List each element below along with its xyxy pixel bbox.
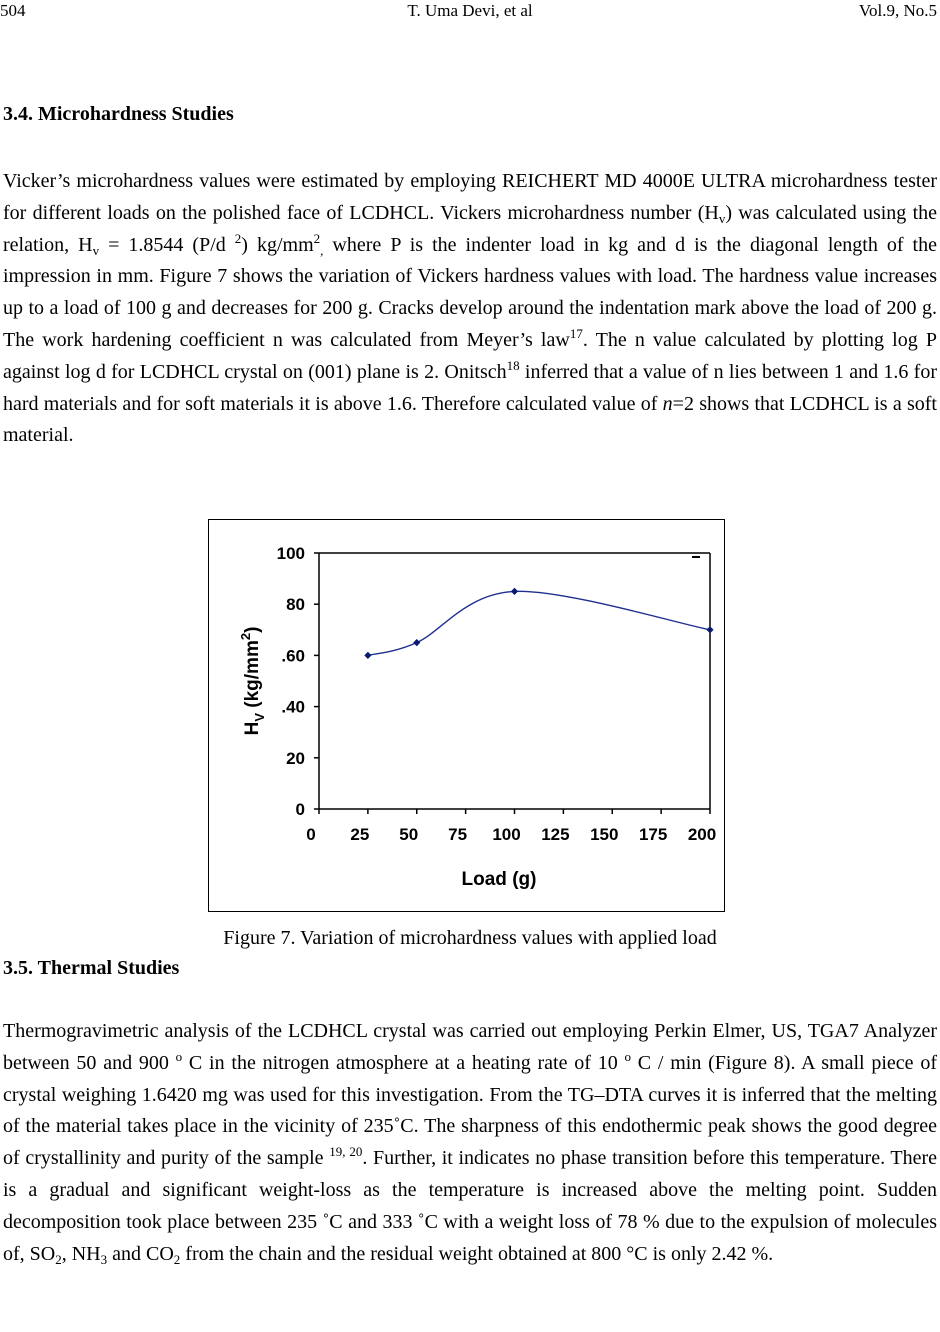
x-axis-title: Load (g) bbox=[461, 869, 537, 890]
section-heading-thermal: 3.5. Thermal Studies bbox=[3, 957, 180, 979]
y-tick-label: 80 bbox=[286, 595, 305, 615]
volume-info: Vol.9, No.5 bbox=[858, 1, 937, 20]
hardness-vs-load-chart bbox=[209, 520, 723, 910]
y-tick-label: 20 bbox=[286, 748, 305, 768]
thermal-paragraph: Thermogravimetric analysis of the LCDHCL crystal was carried out employing Perkin Elmer, US, TGA7 Analyzer between 50 and 900 $^o$ C in the nitrogen atmosphere at a heating rate of 10 $^o$ C / min (Figure 8). A small piece of crystal weighing 1.6420 mg was used for this investigation. From the TG–DTA curves it is inferred that the melting of the material takes place in the vicinity of 235˚C. The sharpness of this endothermic peak shows the good degree of crystallinity and purity of the sample $^{19, 20}$. Further, it indicates no phase transition before this temperature. There is a gradual and significant weight-loss as the temperature is increased above the melting point. Sudden decomposition took place between 235 ˚C and 333 ˚C with a weight loss of 78 % due to the expulsion of molecules of, $SO_2$, $NH_3$ and $CO_2$ from the chain and the residual weight obtained at 800 °C is only 2.42 %. bbox=[3, 1020, 937, 1267]
x-tick-label: 75 bbox=[448, 825, 468, 844]
x-tick-label: 100 bbox=[492, 825, 521, 844]
y-tick-label: 100 bbox=[276, 544, 305, 563]
citation-18: 18 bbox=[506, 357, 520, 373]
x-tick-label: 200 bbox=[687, 825, 717, 844]
section-heading-microhardness: 3.4. Microhardness Studies bbox=[3, 103, 234, 125]
x-tick-label: 125 bbox=[541, 825, 570, 844]
figure-7-chart bbox=[208, 519, 725, 912]
x-tick-label: 175 bbox=[638, 825, 668, 844]
microhardness-paragraph: Vicker’s microhardness values were estimated by employing REICHERT MD 4000E ULTRA microhardness tester for different loads on the polished face of LCDHCL. Vickers microhardness number $(H_v)$ was calculated using the relation, $H_v = 1.8544$ (P/d $^2$) $kg/mm^2_,$ where P is the indenter load in kg and d is the diagonal length of the impression in mm. Figure 7 shows the variation of Vickers hardness values with load. The hardness value increases up to a load of 100 g and decreases for 200 g. Cracks develop around the indentation mark above the load of 200 g. The work hardening coefficient n was calculated from Meyer’s law$^{17}$. The n value calculated by plotting log P against log d for LCDHCL crystal on (001) plane is 2. Onitsch$^{18}$ inferred that a value of n lies between 1 and 1.6 for hard materials and for soft materials it is above 1.6. Therefore calculated value of n=2 shows that LCDHCL is a soft material. bbox=[3, 170, 937, 447]
data-point-marker bbox=[511, 588, 518, 595]
y-tick-label: .40 bbox=[281, 697, 305, 717]
figure-7-caption: Figure 7. Variation of microhardness values with applied load bbox=[223, 927, 717, 949]
x-tick-label: 150 bbox=[590, 825, 619, 844]
series-line bbox=[368, 591, 710, 655]
y-tick-label: 0 bbox=[295, 800, 305, 819]
x-tick-label: 50 bbox=[399, 825, 419, 844]
y-tick-label: .60 bbox=[281, 646, 305, 666]
citation-17: 17 bbox=[569, 325, 583, 341]
data-point-marker bbox=[706, 626, 713, 633]
x-tick-label: 25 bbox=[350, 825, 370, 844]
x-tick-label: 0 bbox=[306, 825, 316, 844]
running-authors: T. Uma Devi, et al bbox=[407, 1, 533, 20]
data-point-marker bbox=[364, 652, 371, 659]
page-number: 504 bbox=[0, 1, 26, 20]
citation-19-20: 19, 20 bbox=[329, 1144, 363, 1160]
data-point-marker bbox=[413, 639, 420, 646]
running-header bbox=[0, 0, 940, 22]
y-axis-title: $H_V$ $(kg/mm^2)$ bbox=[238, 626, 267, 736]
